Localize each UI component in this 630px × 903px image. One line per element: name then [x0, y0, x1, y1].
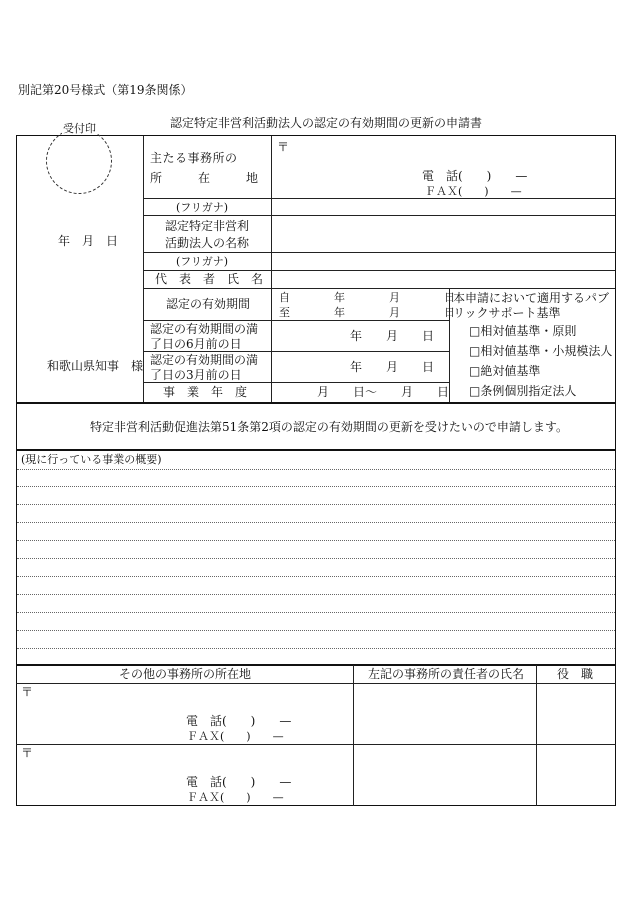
fax-label-row2: ＦＡＸ( ) —	[187, 791, 284, 804]
postal-mark-row2: 〒	[21, 746, 34, 760]
fiscal-year-value: 月 日～ 月 日	[317, 385, 450, 399]
governor-label: 和歌山県知事 様	[47, 359, 144, 373]
col-responsible-person: 左記の事務所の責任者の氏名	[368, 667, 525, 681]
three-month-date: 年 月 日	[350, 360, 435, 374]
fax-label: ＦＡＸ( ) —	[425, 185, 522, 198]
support-option-1[interactable]: □相対値基準・原則	[469, 324, 577, 338]
stamp-label: 受付印	[63, 122, 96, 135]
phone-label-row1: 電 話( ) —	[186, 714, 292, 728]
date-label: 年 月 日	[58, 234, 119, 248]
office-address-label-2: 所 在 地	[150, 171, 259, 185]
support-title-1: 本申請において適用するパブ	[453, 291, 610, 305]
support-option-4[interactable]: □条例個別指定法人	[469, 384, 577, 398]
reception-stamp-circle	[46, 128, 112, 194]
three-month-label-1: 認定の有効期間の満	[150, 353, 259, 367]
phone-label-row2: 電 話( ) —	[186, 775, 292, 789]
fiscal-year-label: 事 業 年 度	[163, 385, 248, 399]
rep-name-label: 代 表 者 氏 名	[155, 272, 264, 286]
phone-label: 電 話( ) —	[422, 169, 528, 183]
validity-to: 至 年 月 日	[279, 306, 455, 319]
six-month-label-2: 了日の6月前の日	[150, 337, 242, 351]
fax-label-row1: ＦＡＸ( ) —	[187, 730, 284, 743]
corp-name-label-1: 認定特定非営利	[165, 219, 250, 233]
validity-from: 自 年 月 日	[279, 291, 455, 304]
office-address-label-1: 主たる事務所の	[150, 151, 238, 165]
three-month-label-2: 了日の3月前の日	[150, 368, 242, 382]
overview-label: (現に行っている事業の概要)	[21, 453, 162, 466]
support-option-3[interactable]: □絶対値基準	[469, 364, 541, 378]
postal-mark: 〒	[277, 140, 290, 154]
furigana-label-1: (フリガナ)	[176, 201, 229, 214]
support-option-2[interactable]: □相対値基準・小規模法人	[469, 344, 613, 358]
form-number: 別記第20号様式（第19条関係）	[18, 83, 193, 97]
furigana-label-2: (フリガナ)	[176, 255, 229, 268]
validity-label: 認定の有効期間	[166, 297, 251, 311]
six-month-date: 年 月 日	[350, 329, 435, 343]
col-other-office-address: その他の事務所の所在地	[119, 667, 252, 681]
six-month-label-1: 認定の有効期間の満	[150, 322, 259, 336]
col-role: 役 職	[557, 667, 594, 681]
postal-mark-row1: 〒	[21, 685, 34, 699]
support-title-2: リックサポート基準	[453, 306, 561, 320]
corp-name-label-2: 活動法人の名称	[165, 236, 250, 250]
page-title: 認定特定非営利活動法人の認定の有効期間の更新の申請書	[170, 116, 483, 130]
application-statement: 特定非営利活動促進法第51条第2項の認定の有効期間の更新を受けたいので申請します。	[90, 420, 568, 434]
